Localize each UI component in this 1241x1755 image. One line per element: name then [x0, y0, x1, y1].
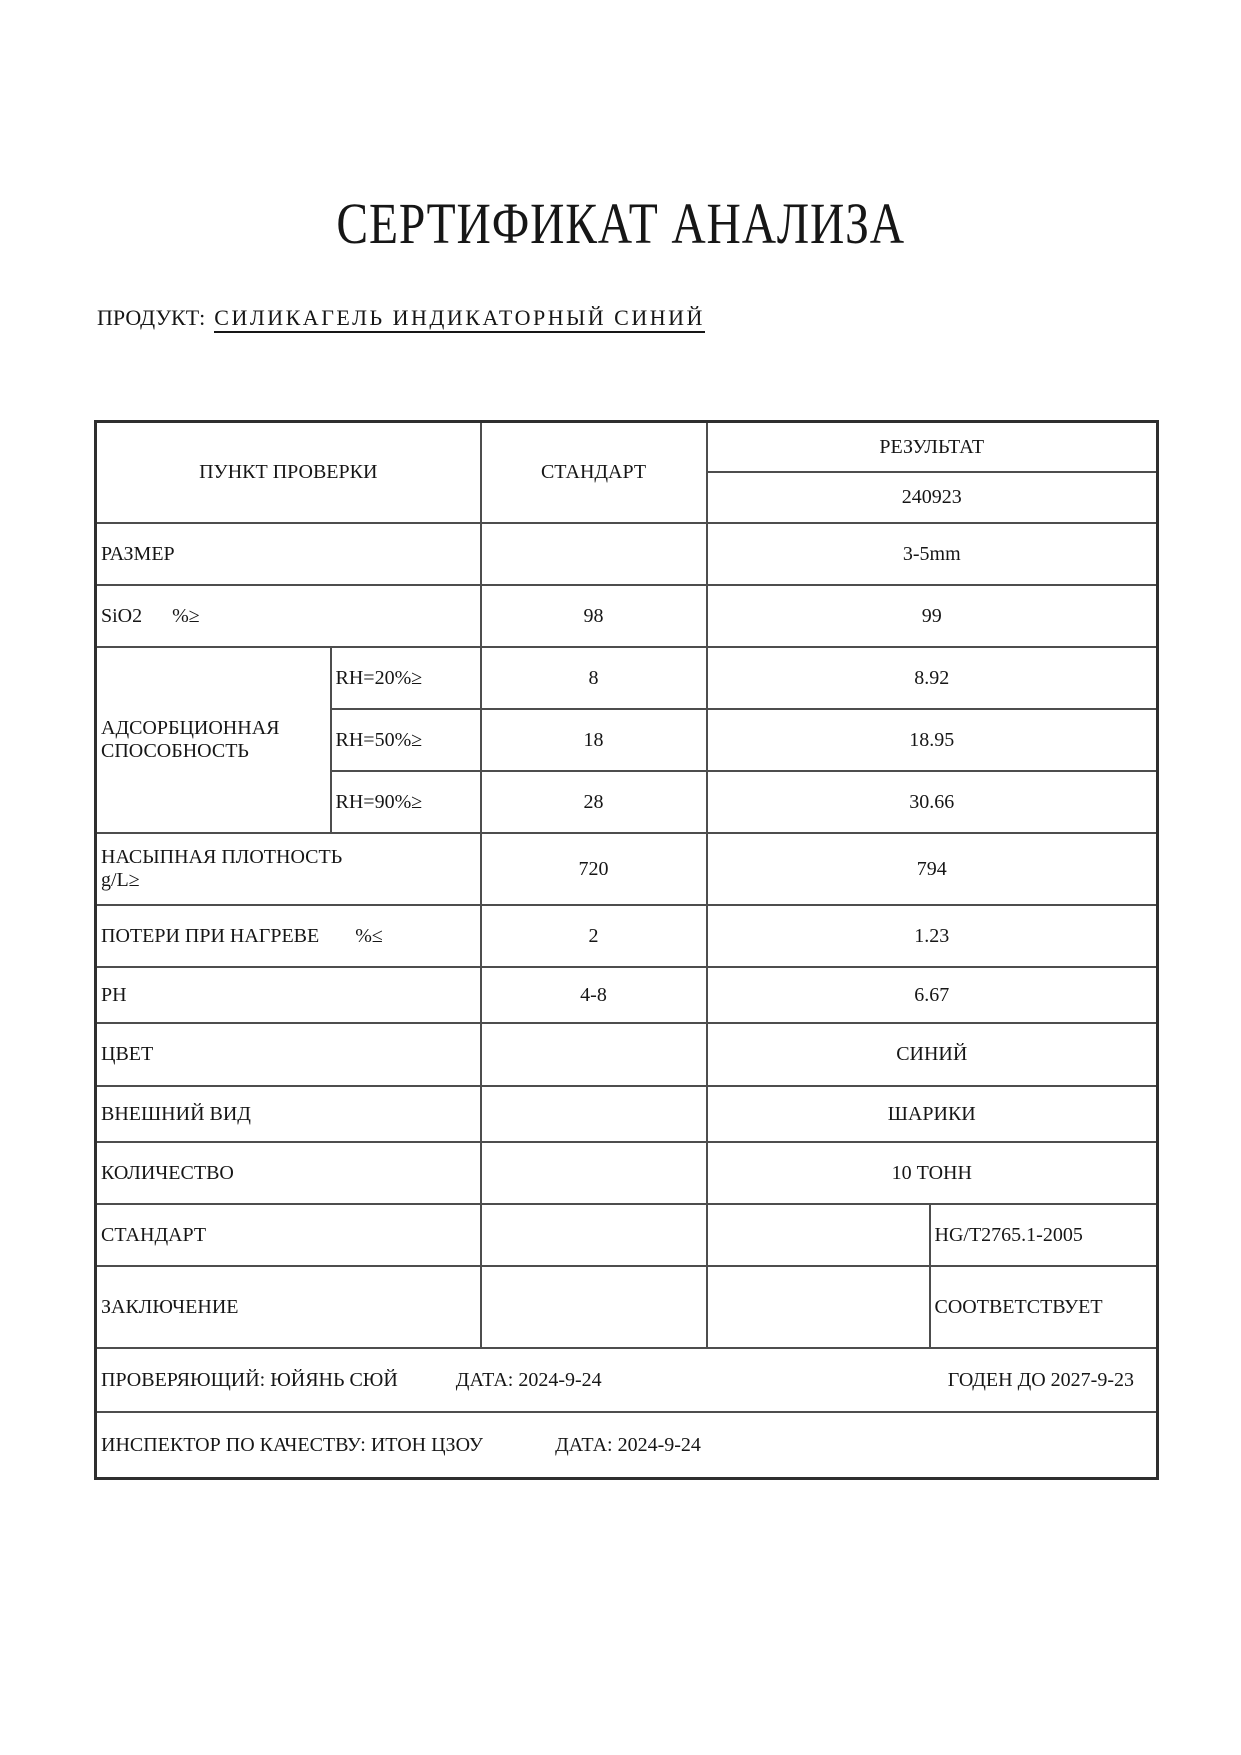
table-row-bulk-density — [96, 833, 1158, 905]
heating-loss-standard: 2 — [481, 905, 707, 967]
size-result: 3-5mm — [707, 523, 1158, 585]
table-row-color — [96, 1023, 1158, 1086]
sio2-suffix: %≥ — [172, 604, 200, 627]
bulk-density-result: 794 — [707, 833, 1158, 905]
checked-by-label: ПРОВЕРЯЮЩИЙ: ЮЙЯНЬ СЮЙ — [101, 1368, 398, 1391]
size-label: РАЗМЕР — [96, 523, 481, 585]
rh90-result: 30.66 — [707, 771, 1158, 833]
standard-row-value: HG/T2765.1-2005 — [930, 1204, 1158, 1266]
table-row-heating-loss — [96, 905, 1158, 967]
ph-label: PH — [96, 967, 481, 1023]
product-value: СИЛИКАГЕЛЬ ИНДИКАТОРНЫЙ СИНИЙ — [214, 305, 705, 333]
analysis-table — [94, 420, 1159, 1480]
batch-number: 240923 — [707, 472, 1158, 523]
rh20-result: 8.92 — [707, 647, 1158, 709]
checked-by-date: ДАТА: 2024-9-24 — [455, 1368, 602, 1391]
quality-inspector-date: ДАТА: 2024-9-24 — [555, 1433, 701, 1456]
bulk-density-label: НАСЫПНАЯ ПЛОТНОСТЬ — [101, 846, 343, 868]
conclusion-row-empty-cell-1 — [481, 1266, 707, 1348]
table-row-checked-by — [96, 1348, 1158, 1412]
color-label: ЦВЕТ — [96, 1023, 481, 1086]
table-row-ph — [96, 967, 1158, 1023]
heating-loss-suffix: %≤ — [355, 924, 383, 947]
sio2-result: 99 — [707, 585, 1158, 647]
color-standard-empty-cell — [481, 1023, 707, 1086]
heating-loss-label-cell — [96, 905, 481, 967]
quantity-label: КОЛИЧЕСТВО — [96, 1142, 481, 1204]
standard-row-label: СТАНДАРТ — [96, 1204, 481, 1266]
size-standard-empty-cell — [481, 523, 707, 585]
table-row-conclusion — [96, 1266, 1158, 1348]
bulk-density-standard: 720 — [481, 833, 707, 905]
product-label: ПРОДУКТ: — [97, 305, 206, 330]
standard-row-empty-cell-2 — [707, 1204, 930, 1266]
table-row-adsorption-rh20 — [96, 647, 1158, 709]
sio2-standard: 98 — [481, 585, 707, 647]
quality-inspector-cell — [96, 1412, 1158, 1479]
table-row-sio2 — [96, 585, 1158, 647]
appearance-result: ШАРИКИ — [707, 1086, 1158, 1142]
header-standard-col: СТАНДАРТ — [481, 422, 707, 524]
quality-inspector-label: ИНСПЕКТОР ПО КАЧЕСТВУ: ИТОН ЦЗОУ — [101, 1433, 484, 1456]
ph-result: 6.67 — [707, 967, 1158, 1023]
page-title-text: СЕРТИФИКАТ АНАЛИЗА — [336, 191, 905, 256]
color-result: СИНИЙ — [707, 1023, 1158, 1086]
product-line — [97, 305, 705, 331]
table-row-quantity — [96, 1142, 1158, 1204]
conclusion-row-label: ЗАКЛЮЧЕНИЕ — [96, 1266, 481, 1348]
quantity-result: 10 ТОНН — [707, 1142, 1158, 1204]
rh90-condition: RH=90%≥ — [331, 771, 481, 833]
rh50-condition: RH=50%≥ — [331, 709, 481, 771]
table-row-appearance — [96, 1086, 1158, 1142]
page-title — [0, 0, 1241, 256]
valid-until: ГОДЕН ДО 2027-9-23 — [947, 1368, 1135, 1391]
rh90-standard: 28 — [481, 771, 707, 833]
header-result-col: РЕЗУЛЬТАТ — [707, 422, 1158, 473]
conclusion-row-value: СООТВЕТСТВУЕТ — [930, 1266, 1158, 1348]
appearance-label: ВНЕШНИЙ ВИД — [96, 1086, 481, 1142]
bulk-density-unit: g/L≥ — [101, 869, 140, 891]
quality-inspector-line — [101, 1434, 1152, 1457]
bulk-density-label-cell — [96, 833, 481, 905]
header-item-col: ПУНКТ ПРОВЕРКИ — [96, 422, 481, 524]
table-header-row — [96, 422, 1158, 473]
rh50-standard: 18 — [481, 709, 707, 771]
quantity-standard-empty-cell — [481, 1142, 707, 1204]
table-row-standard — [96, 1204, 1158, 1266]
appearance-standard-empty-cell — [481, 1086, 707, 1142]
table-row-size — [96, 523, 1158, 585]
standard-row-empty-cell-1 — [481, 1204, 707, 1266]
rh20-standard: 8 — [481, 647, 707, 709]
adsorption-label: АДСОРБЦИОННАЯ СПОСОБНОСТЬ — [96, 647, 331, 833]
table-row-quality-inspector — [96, 1412, 1158, 1479]
ph-standard: 4-8 — [481, 967, 707, 1023]
checked-by-cell — [96, 1348, 1158, 1412]
sio2-label-cell — [96, 585, 481, 647]
checked-by-line — [101, 1369, 1152, 1392]
rh20-condition: RH=20%≥ — [331, 647, 481, 709]
heating-loss-result: 1.23 — [707, 905, 1158, 967]
conclusion-row-empty-cell-2 — [707, 1266, 930, 1348]
rh50-result: 18.95 — [707, 709, 1158, 771]
sio2-label: SiO2 — [101, 604, 143, 627]
heating-loss-label: ПОТЕРИ ПРИ НАГРЕВЕ — [101, 924, 320, 947]
